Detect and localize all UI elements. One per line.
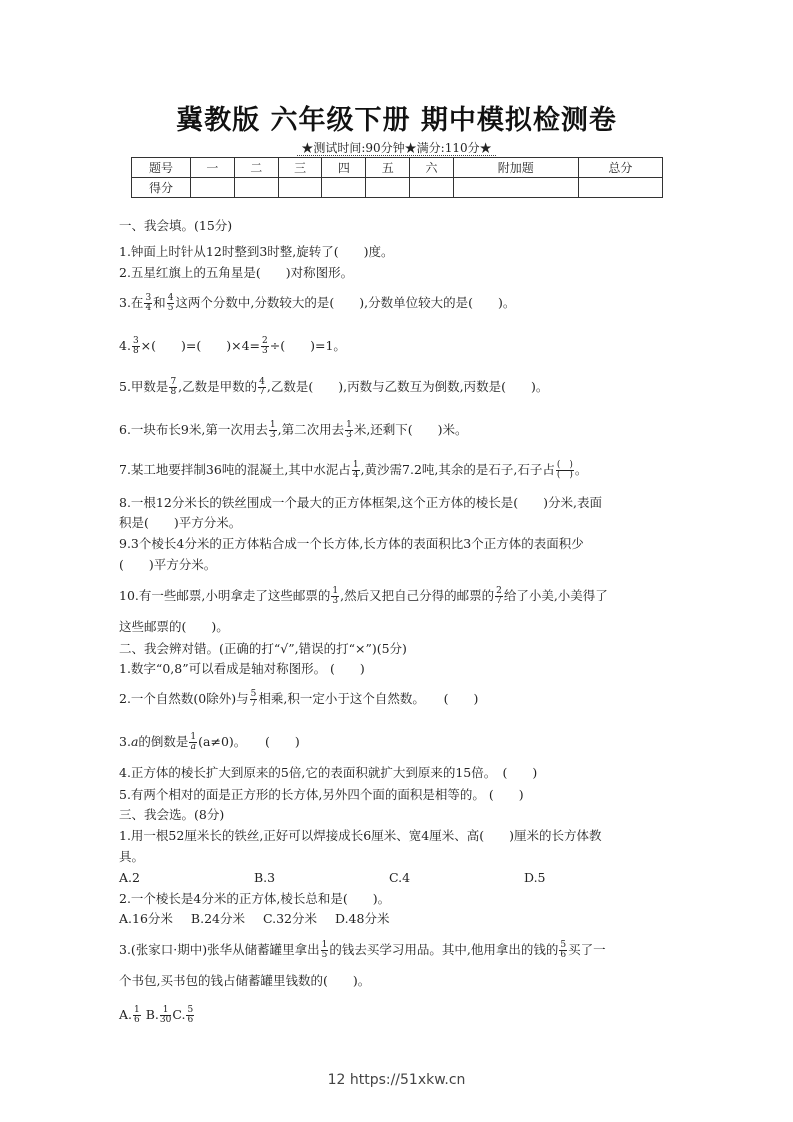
s3-q3-options [119,1006,195,1025]
score-table-score-row [132,178,663,198]
s3-q2-options [119,910,407,928]
s1-q1: 1.钟面上时针从12时整到3时整,旋转了( )度。 [119,244,394,259]
table-cell: 三 [278,158,322,178]
fraction: $\frac{1}{a}$ [190,732,197,752]
fraction: $\frac{5}{6}$ [187,1005,194,1025]
s1-q9-line2: ( )平方分米。 [119,557,217,572]
score-table [131,157,663,198]
fraction: $\frac{1}{3}$ [332,586,339,606]
table-cell: 附加题 [453,158,578,178]
s1-q8-line1: 8.一根12分米长的铁丝围成一个最大的正方体框架,这个正方体的棱长是( )分米,表面 [119,495,603,510]
s1-q5: 5.甲数是 $\frac{7}{8}$ ,乙数是甲数的 $\frac{4}{7}$ ,乙数是( ),丙数与乙数互为倒数,丙数是( )。 [119,377,549,397]
score-input-cell[interactable] [578,178,662,198]
table-cell: 二 [234,158,278,178]
s2-q1: 1.数字“0,8”可以看成是轴对称图形。 ( ) [119,661,365,676]
section-2-header: 二、我会辨对错。(正确的打“√”,错误的打“×”)(5分) [119,641,407,656]
fraction: $\frac{1}{6}$ [134,1005,140,1025]
score-input-cell[interactable] [322,178,366,198]
score-input-cell[interactable] [410,178,454,198]
fraction: $\frac{5}{7}$ [250,689,257,709]
s1-q10: 10.有一些邮票,小明拿走了这些邮票的 $\frac{1}{3}$ ,然后又把自己分得的邮票的 $\frac{2}{7}$ 给了小美,小美得了 [119,586,608,606]
score-input-cell[interactable] [234,178,278,198]
option[interactable]: A. $\frac{1}{6}$ [119,1005,140,1025]
score-input-cell[interactable] [366,178,410,198]
page-footer: 12 https://51xkw.cn [327,1072,466,1088]
table-cell: 题号 [132,158,191,178]
score-input-cell[interactable] [278,178,322,198]
fraction: $\frac{1}{5}$ [321,940,328,960]
score-table-header-row [132,158,663,178]
table-cell: 四 [322,158,366,178]
exam-info [0,139,793,156]
option[interactable]: D.48分米 [335,911,390,926]
fraction: $\frac{4}{5}$ [167,293,174,313]
section-3-header: 三、我会选。(8分) [119,807,225,822]
s3-q1-line2: 具。 [119,849,145,864]
s3-q2: 2.一个棱长是4分米的正方体,棱长总和是( )。 [119,891,391,906]
fraction: $\frac{1}{4}$ [352,460,359,480]
option[interactable]: B.3 [254,870,276,885]
fraction: $\frac{7}{8}$ [170,377,177,397]
score-input-cell[interactable] [453,178,578,198]
table-cell: 一 [191,158,235,178]
option[interactable]: C.32分米 [263,911,317,926]
exam-info-text: ★测试时间:90分钟★满分:110分★ [297,141,495,156]
s1-q3: 3.在 $\frac{3}{4}$ 和 $\frac{4}{5}$ 这两个分数中,分数较大的是( ),分数单位较大的是( )。 [119,293,516,313]
table-cell: 六 [410,158,454,178]
s2-q3: 3.a的倒数是 $\frac{1}{a}(a\ne 0)$。 ( ) [119,732,300,752]
option[interactable]: B. $\frac{1}{30}$ [145,1005,172,1025]
answer-fraction-blank: $\frac{( )}{( )}$ [556,460,573,480]
s3-q1-line1: 1.用一根52厘米长的铁丝,正好可以焊接成长6厘米、宽4厘米、高( )厘米的长方体教 [119,828,602,843]
fraction: $\frac{1}{3}$ [346,420,352,440]
s2-q5: 5.有两个相对的面是正方形的长方体,另外四个面的面积是相等的。 ( ) [119,787,524,802]
option[interactable]: C.4 [389,870,411,885]
table-cell: 得分 [132,178,191,198]
page-title: 冀教版 六年级下册 期中模拟检测卷 [176,105,617,136]
s1-q8-line2: 积是( )平方分米。 [119,515,242,530]
s2-q4: 4.正方体的棱长扩大到原来的5倍,它的表面积就扩大到原来的15倍。 ( ) [119,765,538,780]
s2-q2: 2.一个自然数(0除外)与 $\frac{5}{7}$ 相乘,积一定小于这个自然数。 ( ) [119,689,479,709]
fraction: $\frac{2}{3}$ [262,336,268,356]
option[interactable]: D.5 [524,870,546,885]
option[interactable]: B.24分米 [190,911,245,926]
fraction: $\frac{1}{30}$ [159,1005,172,1025]
fraction: $\frac{4}{7}$ [259,377,265,397]
table-cell: 五 [366,158,410,178]
section-1-header: 一、我会填。(15分) [119,218,233,233]
fraction: $\frac{2}{7}$ [496,586,502,606]
fraction: $\frac{3}{8}$ [132,336,139,356]
s1-q10-line2: 这些邮票的( )。 [119,619,229,634]
option[interactable]: A.2 [119,870,140,885]
score-input-cell[interactable] [191,178,235,198]
option[interactable]: C. $\frac{5}{6}$ [172,1005,194,1025]
s1-q6: 6.一块布长9米,第一次用去 $\frac{1}{3}$ ,第二次用去 $\frac{1}{3}$ 米,还剩下( )米。 [119,420,468,440]
s1-q4: 4. $\frac{3}{8}$ ×( )=( )×4= $\frac{2}{3}$ ÷( )=1。 [119,336,346,356]
option[interactable]: A.16分米 [119,911,173,926]
s3-q1-options [119,869,659,887]
s1-q7: 7.某工地要拌制36吨的混凝土,其中水泥占 $\frac{1}{4}$ ,黄沙需7.2吨,其余的是石子,石子占 $\frac{( )}{( )}$ 。 [119,460,588,480]
fraction: $\frac{3}{4}$ [145,293,152,313]
fraction: $\frac{1}{3}$ [269,420,276,440]
table-cell: 总分 [578,158,662,178]
s3-q3: 3.(张家口·期中)张华从储蓄罐里拿出 $\frac{1}{5}$ 的钱去买学习用品。其中,他用拿出的钱的 $\frac{5}{6}$ 买了一 [119,940,606,960]
s3-q3-line2: 个书包,买书包的钱占储蓄罐里钱数的( )。 [119,973,371,988]
s1-q9-line1: 9.3个棱长4分米的正方体粘合成一个长方体,长方体的表面积比3个正方体的表面积少 [119,536,584,551]
fraction: $\frac{5}{6}$ [560,940,567,960]
s1-q2: 2.五星红旗上的五角星是( )对称图形。 [119,265,354,280]
